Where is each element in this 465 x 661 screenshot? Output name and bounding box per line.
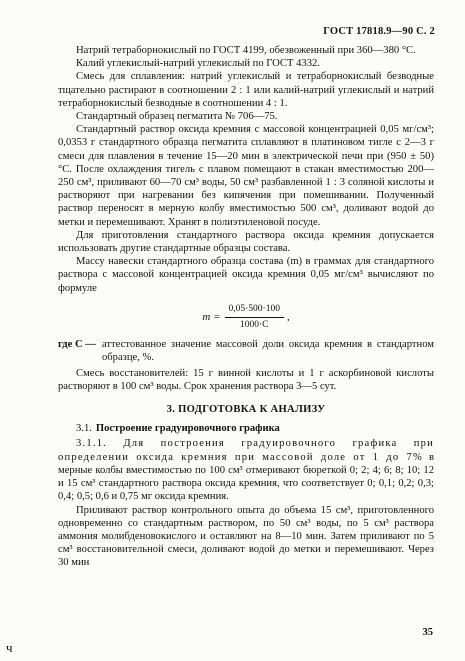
legend-text: аттестованное значение массовой доли оксида кремния в стандартном образце, %. [102,339,434,364]
paragraph: Приливают раствор контрольного опыта до объема 15 см³, приготовленного одновременно со стандартным раствором, по 50 см³ воды, по 5 см³ раствора аммония молибденовокислого и оставляют на 8—10 мин. Затем приливают по 5 см³ восстановительной смеси, доливают водой до метки и перемешивают. Через 30 мин [58,504,434,569]
page-number: 35 [422,627,433,638]
legend-label: где C — [58,339,96,351]
mass-formula [58,303,434,332]
formula-tail: , [286,311,290,323]
body-text [58,44,434,570]
paragraph: Стандартный образец пегматита № 706—75. [76,111,278,123]
paragraph: Смесь для сплавления: натрий углекислый и тетраборнокислый безводные тщательно растирают в соотношении 2 : 1 или калий-натрий углекислый и натрий тетраборнокислый безводные в соотношении 4 : 1. [58,71,434,109]
formula-numerator: 0,05·500·100 [225,303,284,318]
spaced-text: 3.1.1. Для построения градуировочного графика при определении оксида кремния при массовой доле от 1 до 7% [58,438,434,463]
paragraph-3-1-1 [58,437,434,503]
section-title: 3. ПОДГОТОВКА К АНАЛИЗУ [166,404,326,416]
formula-lhs: m = [202,310,221,323]
formula-fraction [225,303,284,332]
formula-denominator: 1000·C [239,320,269,331]
subsection-heading [58,422,434,435]
subsection-title: Построение градуировочного графика [95,423,280,435]
paragraph: Натрий тетраборнокислый по ГОСТ 4199, обезвоженный при 360—380 °С. [76,45,416,56]
running-header: ГОСТ 17818.9—90 С. 2 [323,26,435,37]
paragraph: Стандартный раствор оксида кремния с массовой концентрацией 0,05 мг/см³; 0,0353 г стандартного образца пегматита сплавляют в платиновом тигле с 2—3 г смеси для плавления в течение 15—20 мин в электрической печи при (950 ± 50) °С. После охлаждения тигель с плавом помещают в стакан вместимостью 200—250 см³, приливают 60—70 см³ воды, 50 см³ разбавленной 1 : 3 соляной кислоты и растворяют при нагревании без кипячения при помешивании. Полученный раствор переносят в мерную колбу вместимостью 500 см³, доливают водой до метки и перемешивают. Хранят в полиэтиленовой посуде. [58,124,434,228]
paragraph: Смесь восстановителей: 15 г винной кислоты и 1 г аскорбиновой кислоты растворяют в 100 см³ воды. Срок хранения раствора 3—5 сут. [58,367,434,392]
corner-mark: ч [6,640,13,655]
paragraph: Калий углекислый-натрий углекислый по ГОСТ 4332. [76,58,320,70]
subsection-number: 3.1. [76,423,92,435]
paragraph: Массу навески стандартного образца состава (m) в граммах для стандартного раствора с массовой концентрацией оксида кремния 0,05 мг/см³ вычисляют по формуле [58,256,434,294]
paragraph-text: в мерные колбы вместимостью по 100 см³ отмеривают бюреткой 0; 2; 4; 6; 8; 10; 12 и 15 см³ стандартного раствора оксида кремния, что соответствует 0; 0,1; 0,2; 0,3; 0,4; 0,5; 0,6 и 0,75 мг оксида кремния. [58,451,435,503]
formula-legend [58,338,434,364]
paragraph: Для приготовления стандартного раствора оксида кремния допускается использовать другие стандартные образцы состава. [58,229,434,255]
